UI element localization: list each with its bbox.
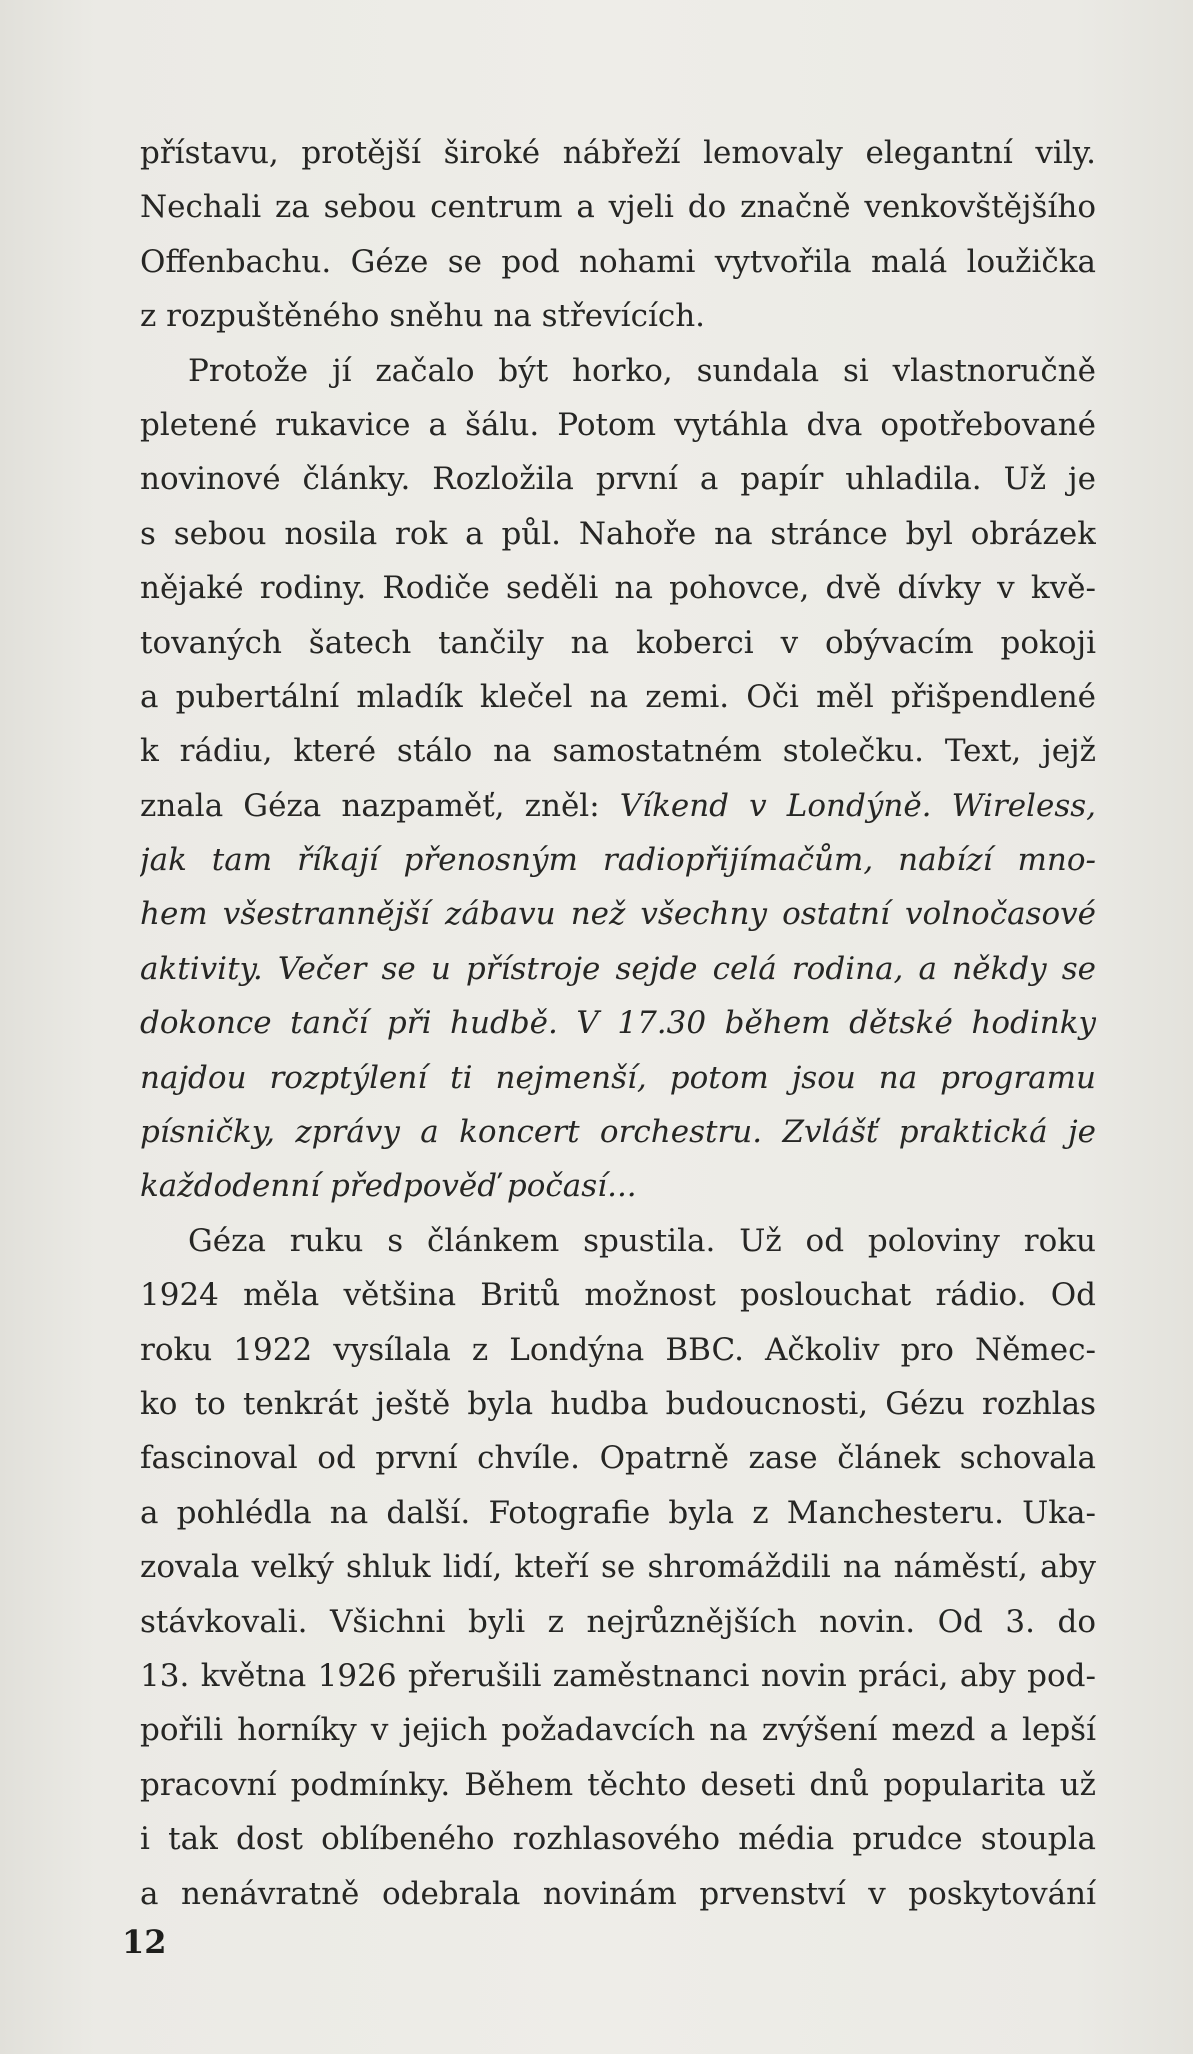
text-line: ko to tenkrát ještě byla hudba budoucnosti, Gézu rozhlas bbox=[140, 1385, 1096, 1422]
text-line: tovaných šatech tančily na koberci v obývacím pokoji bbox=[140, 624, 1096, 661]
text-line: každodenní předpověď počasí... bbox=[140, 1168, 637, 1205]
text-line: i tak dost oblíbeného rozhlasového média prudce stoupla bbox=[140, 1821, 1096, 1858]
text-line: a pubertální mladík klečel na zemi. Oči měl přišpendlené bbox=[140, 678, 1096, 715]
text-line: 13. května 1926 přerušili zaměstnanci novin práci, aby pod- bbox=[140, 1657, 1096, 1694]
text-line: aktivity. Večer se u přístroje sejde celá rodina, a někdy se bbox=[140, 950, 1096, 987]
text-line: Offenbachu. Géze se pod nohami vytvořila malá loužička bbox=[140, 243, 1096, 280]
quote-italic: Víkend v Londýně. Wireless, bbox=[619, 787, 1096, 824]
text-line: Nechali za sebou centrum a vjeli do značně venkovštějšího bbox=[140, 189, 1096, 226]
text-line: najdou rozptýlení ti nejmenší, potom jsou na programu bbox=[140, 1059, 1096, 1096]
text-line: pletené rukavice a šálu. Potom vytáhla dva opotřebované bbox=[140, 406, 1096, 443]
text-line: Géza ruku s článkem spustila. Už od poloviny roku bbox=[188, 1222, 1096, 1259]
text-line: zovala velký shluk lidí, kteří se shromáždili na náměstí, aby bbox=[140, 1549, 1096, 1586]
text-line: stávkovali. Všichni byli z nejrůznějších novin. Od 3. do bbox=[140, 1603, 1096, 1640]
page-number: 12 bbox=[122, 1923, 167, 1961]
text-line: jak tam říkají přenosným radiopřijímačům, nabízí mno- bbox=[140, 842, 1096, 879]
text-line: Protože jí začalo být horko, sundala si vlastnoručně bbox=[188, 352, 1096, 389]
text-line: pracovní podmínky. Během těchto deseti dnů popularita už bbox=[140, 1766, 1096, 1803]
text-line: přístavu, protější široké nábřeží lemovaly elegantní vily. bbox=[140, 135, 1096, 171]
text-line: pořili horníky v jejich požadavcích na zvýšení mezd a lepší bbox=[140, 1712, 1096, 1749]
text-line: hem všestrannější zábavu než všechny ostatní volnočasové bbox=[140, 896, 1096, 933]
text-line: s sebou nosila rok a půl. Nahoře na stránce byl obrázek bbox=[140, 515, 1096, 552]
quote-lead-in: znala Géza nazpaměť, zněl: bbox=[140, 787, 620, 824]
text-line: a pohlédla na další. Fotografie byla z Manchesteru. Uka- bbox=[140, 1494, 1096, 1531]
text-line: 1924 měla většina Britů možnost poslouchat rádio. Od bbox=[140, 1277, 1096, 1314]
text-line: dokonce tančí při hudbě. V 17.30 během dětské hodinky bbox=[140, 1005, 1096, 1042]
body-text bbox=[140, 126, 1096, 1921]
text-line: a nenávratně odebrala novinám prvenství v poskytování bbox=[140, 1875, 1096, 1912]
text-line: novinové články. Rozložila první a papír uhladila. Už je bbox=[140, 461, 1096, 498]
text-line: nějaké rodiny. Rodiče seděli na pohovce, dvě dívky v kvě- bbox=[140, 570, 1096, 607]
text-line: písničky, zprávy a koncert orchestru. Zvlášť praktická je bbox=[140, 1114, 1096, 1151]
text-line: k rádiu, které stálo na samostatném stolečku. Text, jejž bbox=[140, 733, 1096, 770]
text-line: fascinoval od první chvíle. Opatrně zase článek schovala bbox=[140, 1440, 1096, 1477]
text-line: roku 1922 vysílala z Londýna BBC. Ačkoliv pro Němec- bbox=[140, 1331, 1096, 1368]
text-line: z rozpuštěného sněhu na střevících. bbox=[140, 298, 706, 335]
text-line-quote-start bbox=[140, 779, 1096, 833]
